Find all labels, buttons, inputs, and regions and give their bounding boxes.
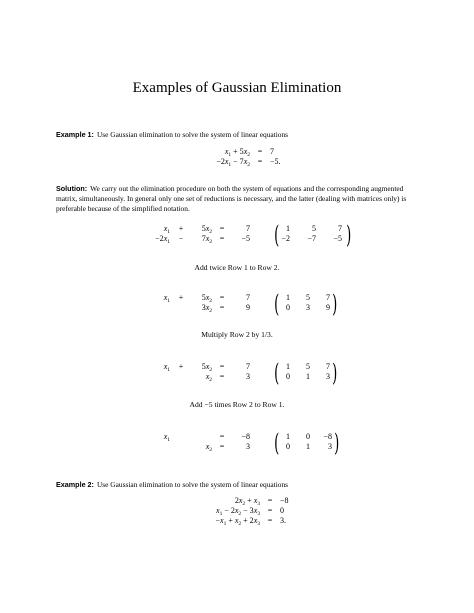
equation-row — [192, 147, 300, 157]
sys-cell: 3 — [246, 442, 250, 451]
example1-equations — [192, 147, 300, 167]
example1-statement — [56, 130, 422, 140]
augmented-matrix-step-1 — [272, 290, 352, 318]
sys-cell: = — [219, 442, 225, 451]
step-caption: Multiply Row 2 by 1/3. — [201, 330, 273, 339]
right-paren: ) — [334, 429, 340, 457]
sys-cell: = — [219, 293, 225, 302]
matrix-cell: 7 — [338, 224, 342, 233]
sys-cell: $x_2$ — [205, 372, 212, 383]
sys-cell: $5x_2$ — [201, 224, 212, 235]
right-paren: ) — [346, 221, 352, 249]
matrix-cell: 9 — [326, 303, 330, 312]
augmented-matrix-step-3 — [272, 429, 352, 457]
right-paren: ) — [332, 359, 338, 387]
sys-cell — [148, 303, 170, 313]
sys-cell: $x_1$ — [163, 362, 170, 373]
sys-cell: 7 — [246, 224, 250, 233]
matrix-cell: 1 — [286, 432, 290, 441]
sys-cell: $x_1$ — [163, 224, 170, 235]
sys-cell: −5 — [241, 234, 250, 243]
solution-paragraph — [56, 184, 422, 214]
equation-op: = — [267, 506, 273, 515]
matrix-cell: −7 — [307, 234, 316, 243]
sys-cell: −8 — [241, 432, 250, 441]
sys-cell — [148, 442, 170, 452]
sys-cell: − — [178, 234, 184, 243]
sys-cell — [192, 432, 212, 442]
equation-row — [180, 496, 310, 506]
example2-label: Example 2: — [56, 480, 94, 489]
matrix-cell: 3 — [326, 372, 330, 381]
step-caption: Add twice Row 1 to Row 2. — [194, 263, 280, 272]
augmented-matrix-step-2 — [272, 359, 352, 387]
equation-rhs: 7 — [270, 147, 274, 156]
equation-row — [192, 157, 300, 167]
sys-cell: 7 — [246, 362, 250, 371]
matrix-cell: 0 — [306, 432, 310, 441]
system-step-1 — [148, 293, 250, 313]
matrix-cell: 1 — [306, 372, 310, 381]
sys-cell — [170, 372, 192, 382]
equation-op: = — [257, 147, 263, 156]
sys-cell: 9 — [246, 303, 250, 312]
page-title: Examples of Gaussian Elimination — [132, 80, 342, 96]
equation-lhs: $-2x_1 - 7x_2$ — [216, 157, 250, 168]
sys-cell: $7x_2$ — [201, 234, 212, 245]
equation-op: = — [267, 516, 273, 525]
equation-lhs: $2x_2 + x_3$ — [234, 496, 260, 507]
sys-cell: $3x_2$ — [201, 303, 212, 314]
matrix-cell: 3 — [306, 303, 310, 312]
matrix-cell: −8 — [323, 432, 332, 441]
step-caption: Add −5 times Row 2 to Row 1. — [189, 400, 285, 409]
matrix-cell: 0 — [286, 372, 290, 381]
equation-op: = — [257, 157, 263, 166]
sys-cell — [170, 442, 192, 452]
matrix-cell: 1 — [286, 362, 290, 371]
equation-row — [180, 516, 310, 526]
matrix-cell: 1 — [286, 293, 290, 302]
sys-cell: = — [219, 372, 225, 381]
matrix-cell: 1 — [286, 224, 290, 233]
sys-cell — [170, 432, 192, 442]
equation-rhs: −5. — [270, 157, 281, 166]
system-original — [148, 224, 250, 244]
sys-cell: + — [178, 293, 184, 302]
sys-cell: $5x_2$ — [201, 293, 212, 304]
equation-rhs: 0 — [280, 506, 284, 515]
matrix-cell: 5 — [312, 224, 316, 233]
system-step-3 — [148, 432, 250, 452]
left-paren: ( — [274, 429, 280, 457]
matrix-cell: 3 — [328, 442, 332, 451]
sys-cell: = — [219, 432, 225, 441]
example2-equations — [180, 496, 310, 526]
sys-cell: $x_1$ — [163, 432, 170, 443]
sys-cell — [148, 372, 170, 382]
equation-rhs: 3. — [280, 516, 286, 525]
sys-cell: = — [219, 303, 225, 312]
sys-cell: $x_1$ — [163, 293, 170, 304]
matrix-cell: 7 — [326, 293, 330, 302]
solution-text: We carry out the elimination procedure on both the system of equations and the corresponding augmented matrix, simultaneously. In general only one set of reductions is necessary, and the latter (dealing with matrices only) is preferable because of the simplified notation. — [56, 184, 407, 213]
left-paren: ( — [274, 290, 280, 318]
left-paren: ( — [274, 221, 280, 249]
sys-cell: $x_2$ — [205, 442, 212, 453]
sys-cell: 7 — [246, 293, 250, 302]
example1-text: Use Gaussian elimination to solve the system of linear equations — [96, 130, 289, 139]
matrix-cell: 7 — [326, 362, 330, 371]
equation-lhs: $-x_1 + x_2 + 2x_3$ — [215, 516, 260, 527]
example2-statement — [56, 480, 422, 490]
matrix-cell: 0 — [286, 303, 290, 312]
matrix-cell: −5 — [333, 234, 342, 243]
solution-label: Solution: — [56, 184, 88, 193]
sys-cell: 3 — [246, 372, 250, 381]
sys-cell: $-2x_1$ — [155, 234, 170, 245]
matrix-cell: 5 — [306, 362, 310, 371]
equation-lhs: $x_1 + 5x_2$ — [224, 147, 250, 158]
right-paren: ) — [332, 290, 338, 318]
matrix-cell: −2 — [281, 234, 290, 243]
example2-text: Use Gaussian elimination to solve the system of linear equations — [96, 480, 289, 489]
sys-cell — [170, 303, 192, 313]
equation-row — [180, 506, 310, 516]
matrix-cell: 5 — [306, 293, 310, 302]
equation-lhs: $x_1 - 2x_2 - 3x_3$ — [216, 506, 260, 517]
system-step-2 — [148, 362, 250, 382]
sys-cell: + — [178, 224, 184, 233]
sys-cell: = — [219, 362, 225, 371]
matrix-cell: 1 — [306, 442, 310, 451]
sys-cell: + — [178, 362, 184, 371]
equation-rhs: −8 — [280, 496, 289, 505]
left-paren: ( — [274, 359, 280, 387]
sys-cell: = — [219, 224, 225, 233]
matrix-cell: 0 — [286, 442, 290, 451]
augmented-matrix-original — [272, 221, 352, 249]
sys-cell: = — [219, 234, 225, 243]
sys-cell: $5x_2$ — [201, 362, 212, 373]
equation-op: = — [267, 496, 273, 505]
example1-label: Example 1: — [56, 130, 94, 139]
